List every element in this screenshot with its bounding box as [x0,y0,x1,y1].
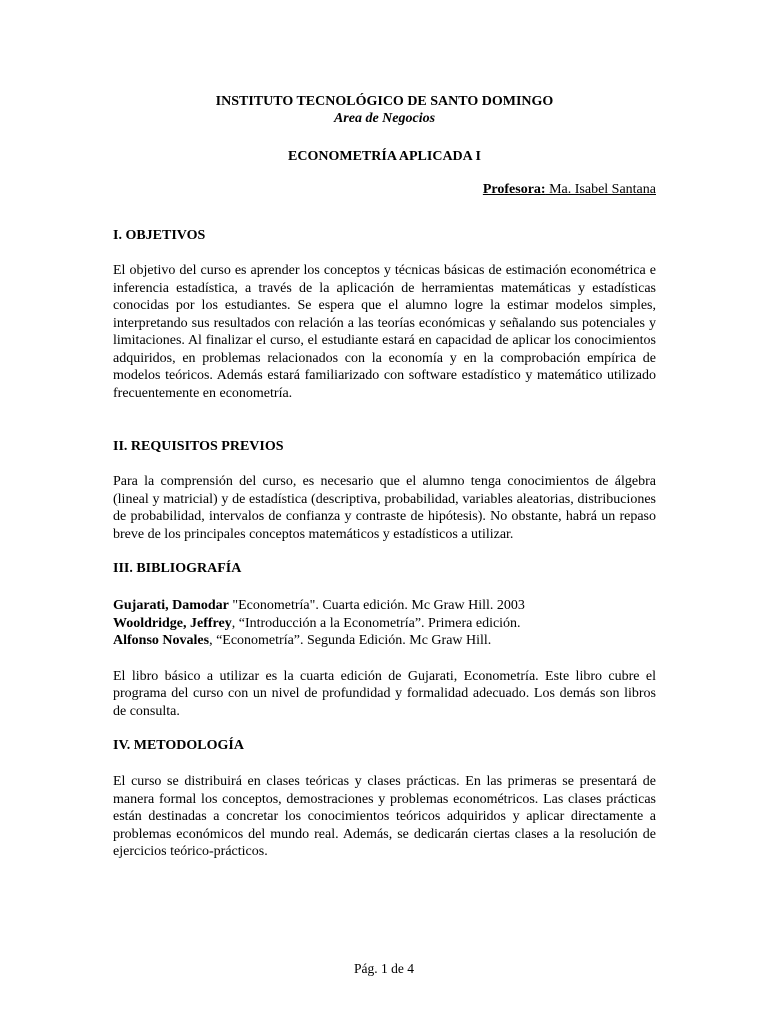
section-body-bibliografia: El libro básico a utilizar es la cuarta edición de Gujarati, Econometría. Este libro cubre el programa del curso con un nivel de profundidad y formalidad adecuado. Los demás son libros de consulta. [113,668,656,719]
professor-line [113,181,656,198]
page-number: Pág. 1 de 4 [354,961,414,976]
professor-label: Profesora: [482,182,546,197]
section-title-requisitos: II. REQUISITOS PREVIOS [113,439,284,454]
section-body-objetivos: El objetivo del curso es aprender los conceptos y técnicas básicas de estimación econométrica e inferencia estadística, a través de la aplicación de herramientas matemáticas y estadísticas conocidas por los estudiantes. Se espera que el alumno logre la estimar modelos simples, interpretando sus resultados con relación a las teorías económicas y señalando sus potenciales y limitaciones. Al finalizar el curso, el estudiante estará en capacidad de aplicar los conocimientos adquiridos, en problemas relacionados con la economía y en la comprobación empírica de modelos teóricos. Además estará familiarizado con software estadístico y matemático utilizado frecuentemente en econometría. [113,263,656,401]
reference-item [113,615,656,633]
reference-text: , “Introducción a la Econometría”. Primera edición. [231,615,521,631]
reference-text: "Econometría". Cuarta edición. Mc Graw Hill. 2003 [228,598,525,613]
page-content [113,93,656,861]
reference-author: Wooldridge, Jeffrey [113,615,232,631]
area-name: Area de Negocios [333,111,436,126]
reference-author: Gujarati, Damodar [113,598,229,613]
institution-name: INSTITUTO TECNOLÓGICO DE SANTO DOMINGO [215,94,554,109]
reference-item [113,632,656,650]
section-title-objetivos: I. OBJETIVOS [113,228,206,243]
professor-name: Ma. Isabel Santana [545,182,656,197]
section-body-requisitos: Para la comprensión del curso, es necesario que el alumno tenga conocimientos de álgebra (lineal y matricial) y de estadística (descriptiva, probabilidad, variables aleatorias, distribuciones de probabilidad, intervalos de confianza y contraste de hipótesis). No obstante, habrá un repaso breve de los principales conceptos matemáticos y estadísticos a utilizar. [113,474,656,542]
reference-item [113,597,656,615]
reference-text: , “Econometría”. Segunda Edición. Mc Graw Hill. [209,633,492,648]
section-body-metodologia: El curso se distribuirá en clases teóricas y clases prácticas. En las primeras se presentará de manera formal los conceptos, demostraciones y problemas econométricos. Las clases prácticas están destinadas a concretar los conocimientos teóricos adquiridos y aplicar directamente a problemas económicos del mundo real. Además, se dedicarán ciertas clases a la resolución de ejercicios teórico-prácticos. [113,774,656,859]
reference-author: Alfonso Novales [113,633,210,648]
bibliography-list [113,597,656,650]
course-title: ECONOMETRÍA APLICADA I [288,149,481,164]
section-title-metodologia: IV. METODOLOGÍA [113,738,244,753]
section-title-bibliografia: III. BIBLIOGRAFÍA [113,561,242,576]
